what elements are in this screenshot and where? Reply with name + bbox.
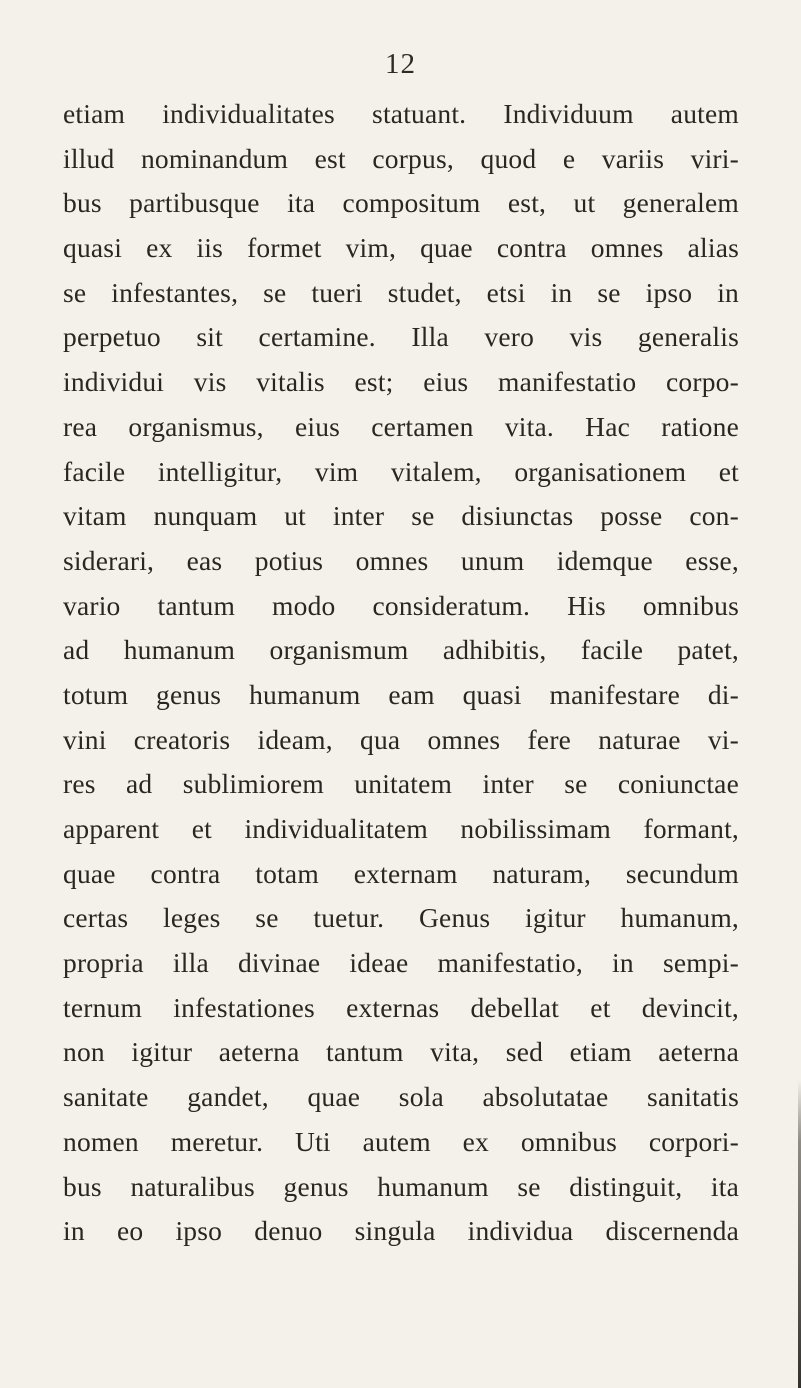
text-line: in eo ipso denuo singula individua discernenda — [63, 1215, 739, 1247]
text-line: quasi ex iis formet vim, quae contra omnes alias — [63, 232, 739, 264]
text-line: rea organismus, eius certamen vita. Hac ratione — [63, 410, 739, 442]
text-line: ternum infestationes externas debellat et devincit, — [63, 991, 739, 1023]
text-line: se infestantes, se tueri studet, etsi in se ipso in — [63, 276, 739, 308]
text-line: sanitate gandet, quae sola absolutatae sanitatis — [63, 1081, 739, 1113]
text-line: res ad sublimiorem unitatem inter se coniunctae — [63, 768, 739, 800]
text-line: siderari, eas potius omnes unum idemque esse, — [63, 544, 739, 576]
text-line: individui vis vitalis est; eius manifestatio corpo- — [63, 366, 739, 398]
text-line: totum genus humanum eam quasi manifestare di- — [63, 678, 739, 710]
text-line: illud nominandum est corpus, quod e variis viri- — [63, 142, 739, 174]
text-line: propria illa divinae ideae manifestatio, in sempi- — [63, 947, 739, 979]
text-line: perpetuo sit certamine. Illa vero vis generalis — [63, 321, 739, 353]
text-line: apparent et individualitatem nobilissimam formant, — [63, 813, 739, 844]
text-line: vario tantum modo consideratum. His omnibus — [63, 589, 739, 621]
body-text — [63, 92, 739, 1254]
text-line: etiam individualitates statuant. Individuum autem — [63, 98, 739, 129]
text-line: facile intelligitur, vim vitalem, organisationem et — [63, 455, 739, 487]
text-line: vini creatoris ideam, qua omnes fere naturae vi- — [63, 723, 739, 755]
text-line: certas leges se tuetur. Genus igitur humanum, — [63, 902, 739, 934]
text-line: ad humanum organismum adhibitis, facile patet, — [63, 634, 739, 666]
text-line: vitam nunquam ut inter se disiunctas posse con- — [63, 500, 739, 532]
text-line: quae contra totam externam naturam, secundum — [63, 857, 739, 889]
text-line: bus naturalibus genus humanum se distinguit, ita — [63, 1170, 739, 1202]
text-line: nomen meretur. Uti autem ex omnibus corpori- — [63, 1125, 739, 1157]
page-number: 12 — [385, 48, 416, 80]
text-line: bus partibusque ita compositum est, ut generalem — [63, 187, 739, 219]
text-line: non igitur aeterna tantum vita, sed etiam aeterna — [63, 1036, 739, 1068]
